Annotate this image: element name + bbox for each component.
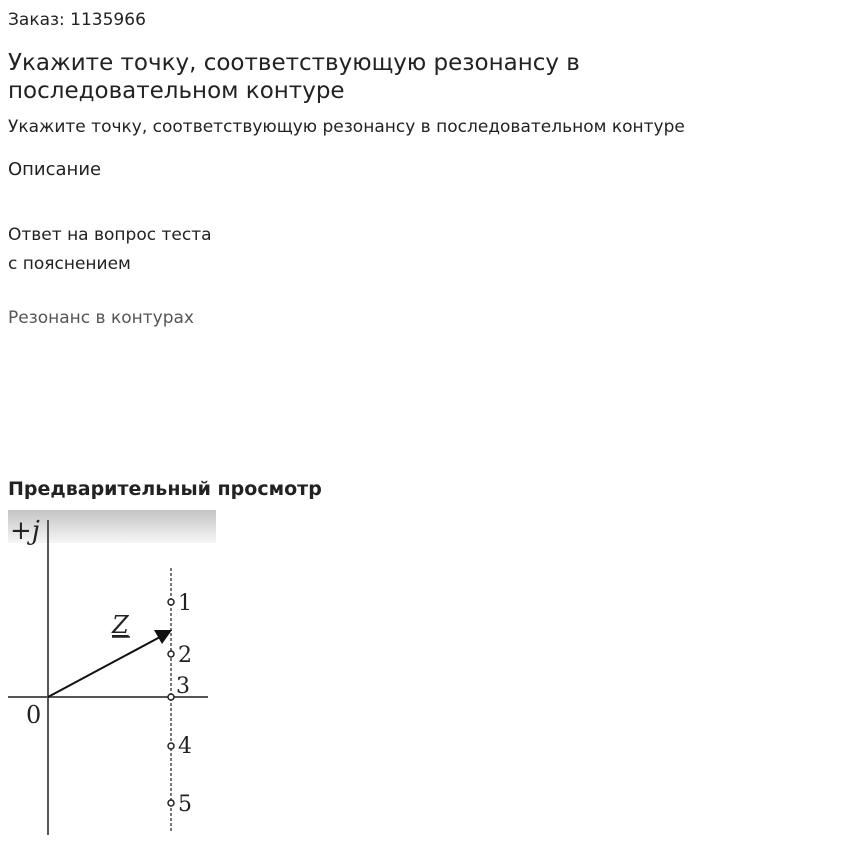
point-2-marker: [168, 651, 174, 657]
point-4-marker: [168, 743, 174, 749]
description-heading: Описание: [8, 159, 102, 180]
point-3-marker: [168, 694, 174, 700]
axis-label-imag: +j: [10, 516, 40, 546]
question-text: Укажите точку, соответствующую резонансу в последовательном контуре: [8, 117, 685, 137]
answer-line-2: с пояснением: [8, 254, 131, 274]
preview-image: [8, 510, 216, 835]
order-number: Заказ: 1135966: [8, 10, 146, 30]
description-body: [8, 221, 308, 279]
phasor-diagram: [8, 510, 216, 835]
category-link[interactable]: Резонанс в контурах: [8, 308, 194, 328]
origin-label: 0: [26, 701, 42, 729]
point-3-label: 3: [176, 674, 190, 699]
point-5-label: 5: [178, 792, 192, 817]
vector-z-label: Z: [112, 611, 129, 639]
z-vector-arrowhead: [154, 630, 172, 644]
point-1-label: 1: [178, 591, 192, 616]
point-2-label: 2: [178, 643, 192, 668]
answer-line-1: Ответ на вопрос теста: [8, 225, 212, 245]
point-1-marker: [168, 599, 174, 605]
preview-heading: Предварительный просмотр: [8, 478, 322, 500]
page-title: Укажите точку, соответствующую резонансу в последовательном контуре: [8, 50, 580, 104]
point-4-label: 4: [178, 734, 192, 759]
z-vector: [48, 637, 160, 697]
point-5-marker: [168, 800, 174, 806]
